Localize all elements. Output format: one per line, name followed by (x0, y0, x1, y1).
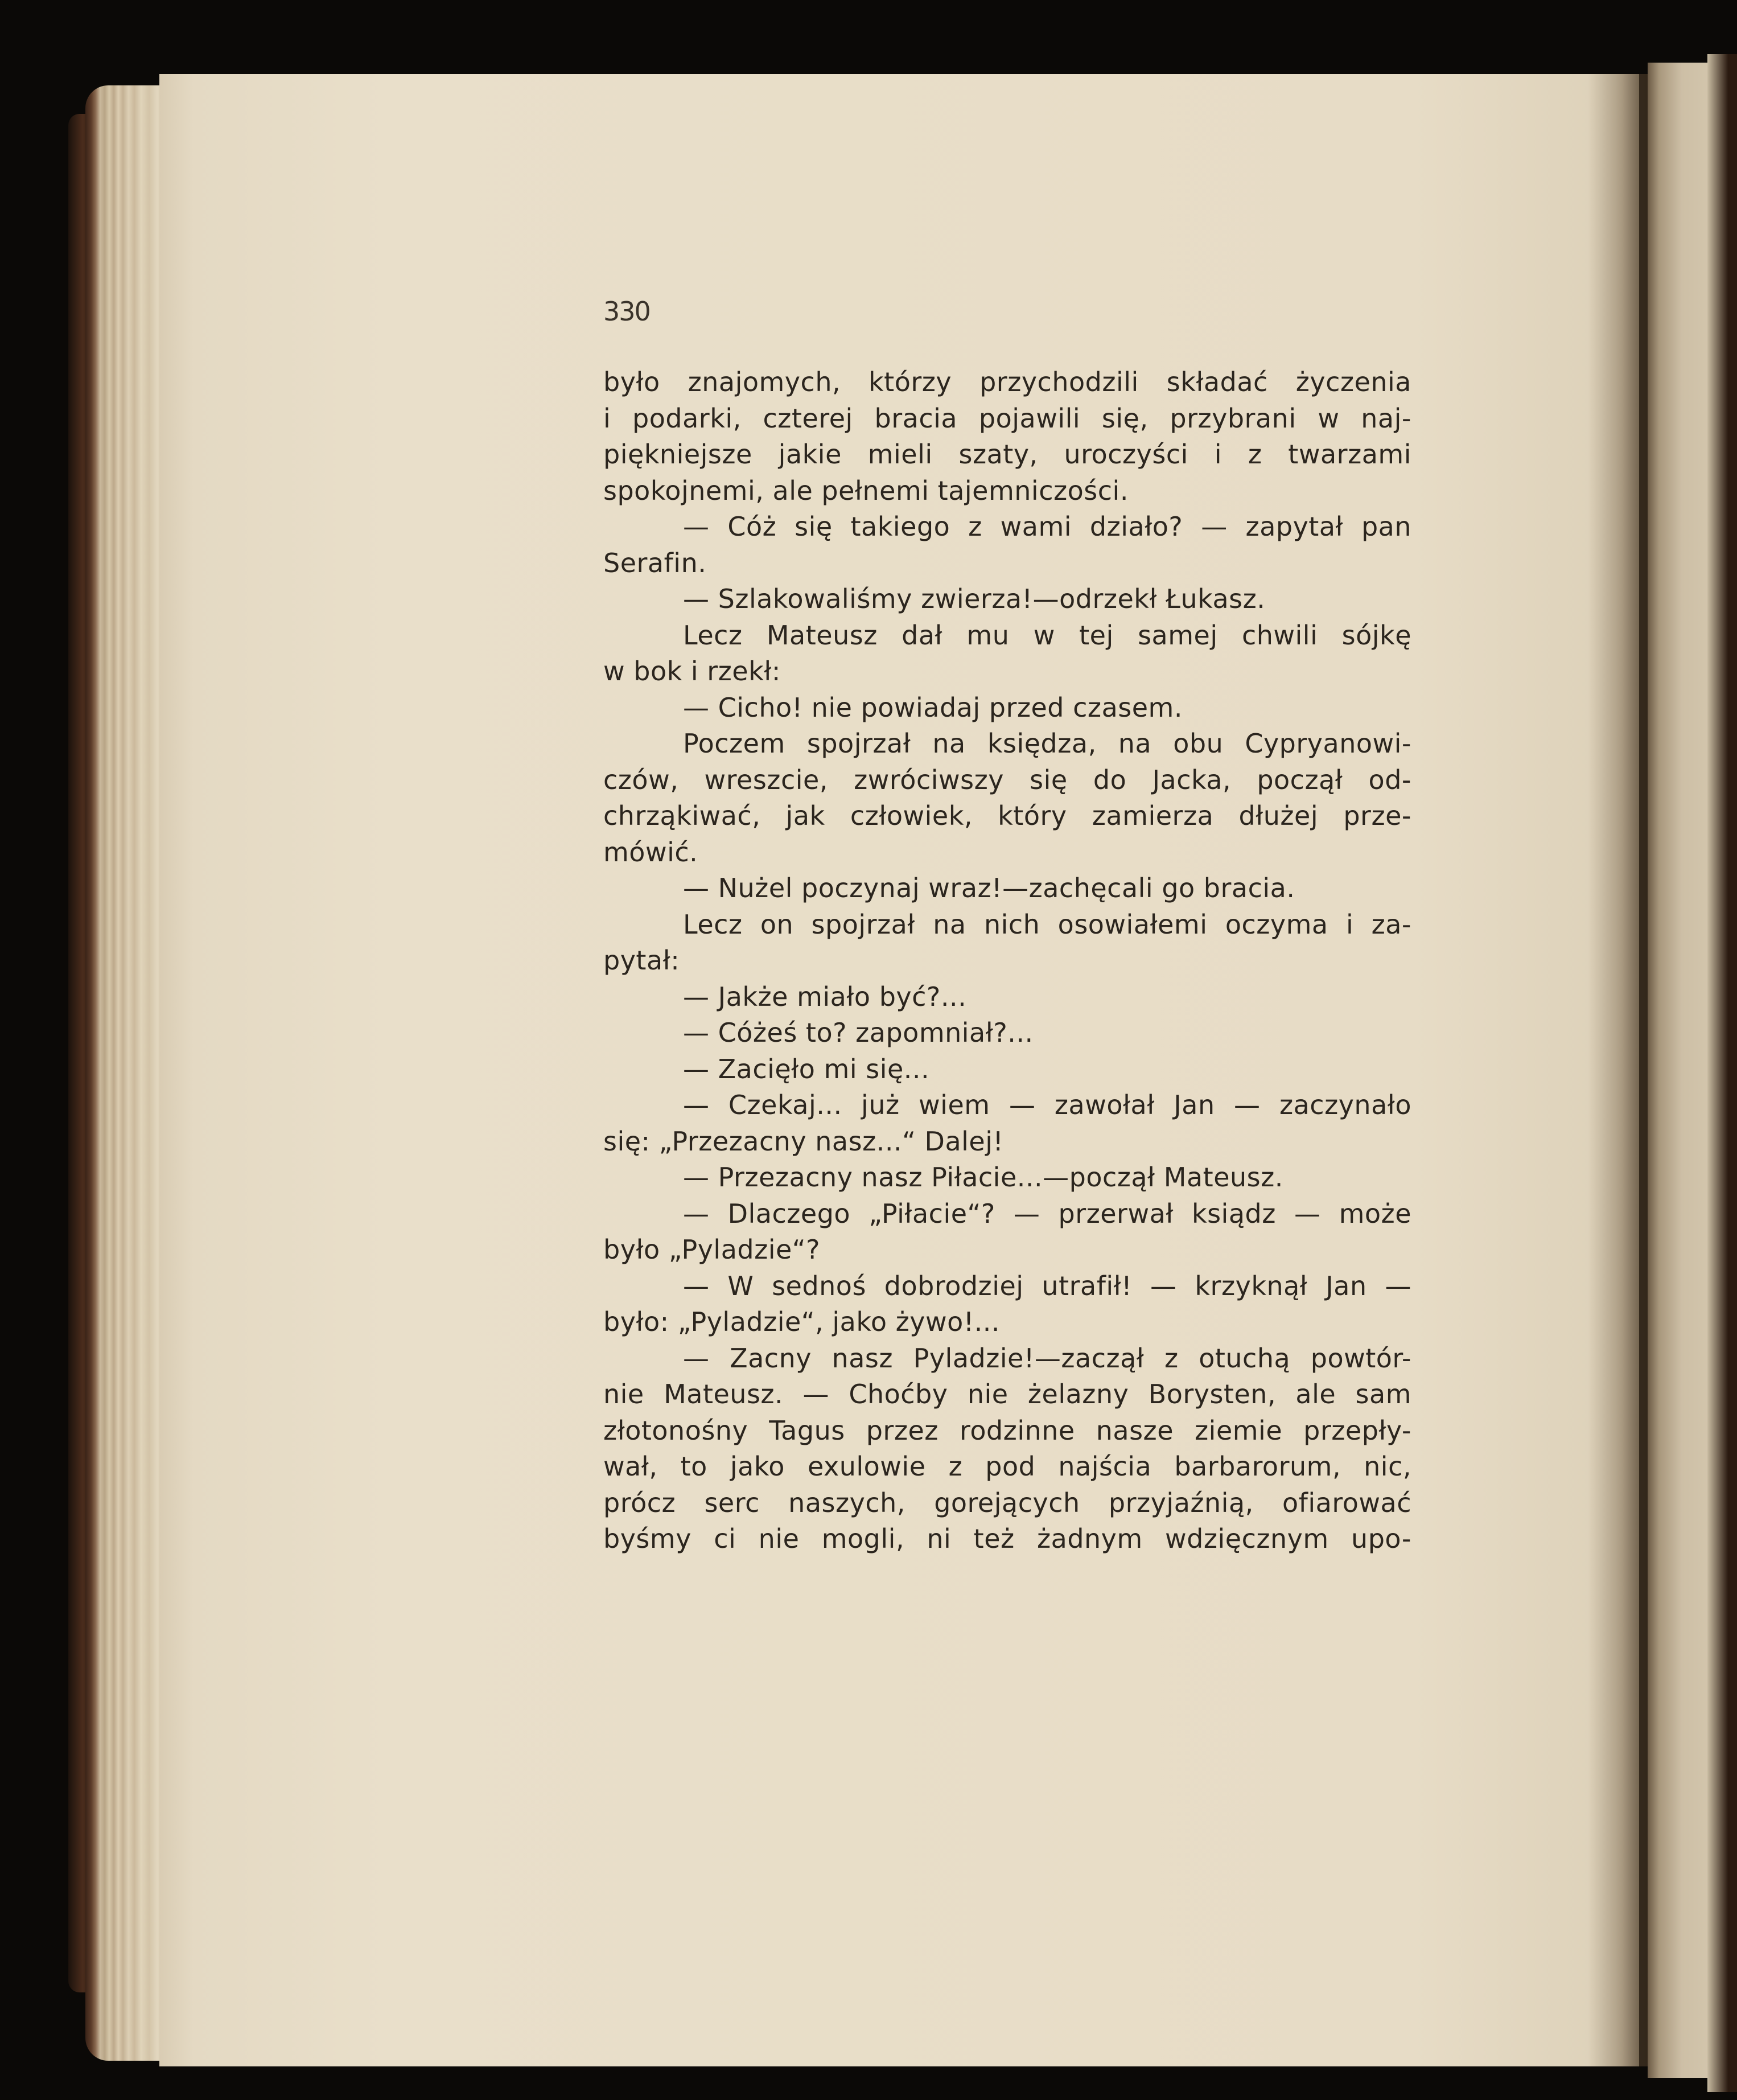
text-line: w bok i rzekł: (603, 656, 781, 687)
text-line: się: „Przezacny nasz...“ Dalej! (603, 1125, 1004, 1157)
text-line: czów, wreszcie, zwróciwszy się do Jacka, począł od- (603, 764, 1411, 795)
page-stack-edge (85, 85, 165, 2061)
text-line: było: „Pyladzie“, jako żywo!... (603, 1306, 1001, 1337)
book-cover-edge-right (1707, 54, 1737, 2092)
text-line: nie Mateusz. — Choćby nie żelazny Borysten, ale sam (603, 1379, 1411, 1409)
text-line: — Szlakowaliśmy zwierza!—odrzekł Łukasz. (683, 583, 1266, 614)
text-line: Lecz Mateusz dał mu w tej samej chwili sójkę (683, 619, 1411, 651)
text-line: — Zacny nasz Pyladzie!—zaczął z otuchą powtór- (683, 1342, 1411, 1374)
text-line: piękniejsze jakie mieli szaty, uroczyści i z twarzami (603, 439, 1411, 470)
gutter-shadow (1588, 74, 1650, 2066)
text-line: złotonośny Tagus przez rodzinne nasze ziemie przepły- (603, 1415, 1411, 1446)
text-line: — Przezacny nasz Piłacie...—począł Mateusz. (683, 1162, 1283, 1193)
text-line: wał, to jako exulowie z pod najścia barbarorum, nic, (603, 1451, 1411, 1482)
text-line: byśmy ci nie mogli, ni też żadnym wdzięcznym upo- (603, 1523, 1411, 1554)
page-number: 330 (603, 296, 650, 327)
text-line: i podarki, czterej bracia pojawili się, przybrani w naj- (603, 402, 1411, 434)
text-line: — Jakże miało być?... (683, 981, 967, 1012)
text-line: Poczem spojrzał na księdza, na obu Cypryanowi- (683, 728, 1411, 759)
text-line: Lecz on spojrzał na nich osowiałemi oczyma i za- (683, 909, 1411, 940)
text-line: pytał: (603, 945, 680, 976)
text-line: chrząkiwać, jak człowiek, który zamierza dłużej prze- (603, 800, 1411, 831)
text-line: było „Pyladzie“? (603, 1234, 821, 1265)
text-line: — Dlaczego „Piłacie“? — przerwał ksiądz — może (683, 1198, 1411, 1229)
text-line: spokojnemi, ale pełnemi tajemniczości. (603, 475, 1129, 506)
text-line: — Zacięło mi się... (683, 1053, 930, 1084)
text-line: było znajomych, którzy przychodzili składać życzenia (603, 367, 1411, 397)
text-line: prócz serc naszych, gorejących przyjaźnią, ofiarować (603, 1487, 1411, 1518)
text-line: — Cóżeś to? zapomniał?... (683, 1017, 1034, 1048)
text-line: Serafin. (603, 547, 707, 578)
text-line: — Nużel poczynaj wraz!—zachęcali go bracia. (683, 873, 1295, 903)
text-line: — Czekaj... już wiem — zawołał Jan — zaczynało (683, 1090, 1411, 1120)
body-text (603, 364, 1411, 1557)
text-line: — Cóż się takiego z wami działo? — zapytał pan (683, 511, 1411, 542)
text-line: — Cicho! nie powiadaj przed czasem. (683, 692, 1183, 723)
text-line: — W sednoś dobrodziej utrafił! — krzyknął Jan — (683, 1270, 1411, 1301)
text-line: mówić. (603, 836, 698, 868)
